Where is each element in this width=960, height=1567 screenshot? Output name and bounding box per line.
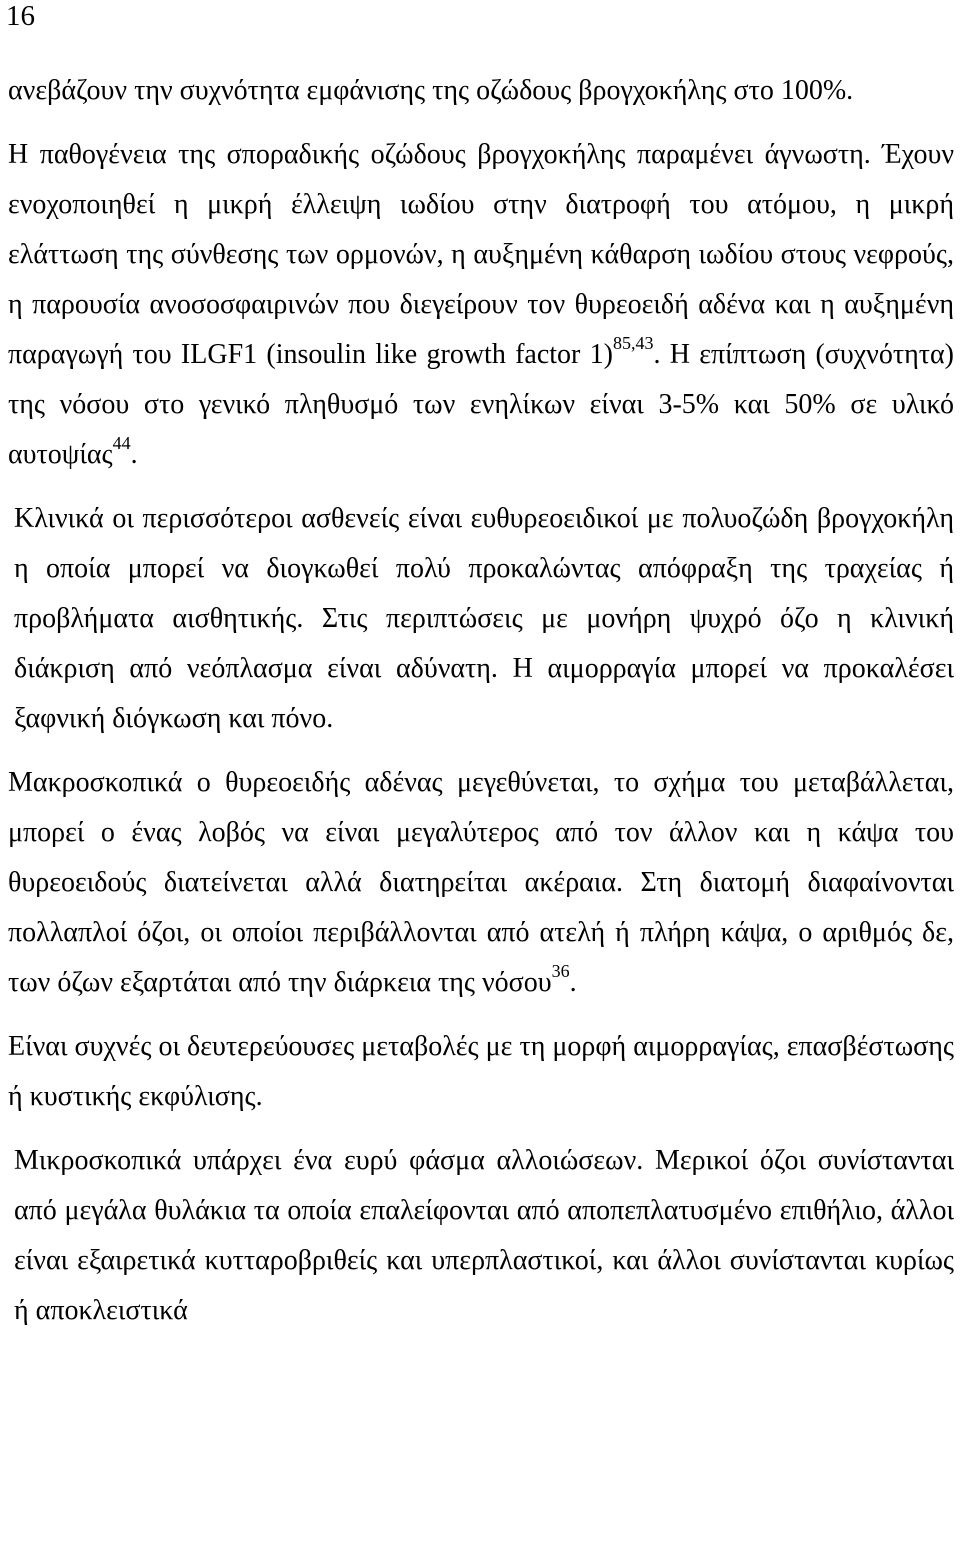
paragraph-text: . bbox=[569, 967, 577, 998]
paragraph-text: . bbox=[130, 439, 138, 470]
paragraph-text: Μικροσκοπικά υπάρχει ένα ευρύ φάσμα αλλοιώσεων. Μερικοί όζοι συνίστανται από μεγάλα θυλάκια τα οποία επαλείφονται από αποπεπλατυσμένο επιθήλιο, άλλοι είναι εξαιρετικά κυτταροβριθείς και υπερπλαστικοί, και άλλοι συνίστανται κυρίως ή αποκλειστικά bbox=[14, 1145, 954, 1326]
document-body bbox=[8, 66, 954, 1336]
paragraph-text: Είναι συχνές οι δευτερεύουσες μεταβολές με τη μορφή αιμορραγίας, επασβέστωσης ή κυστικής εκφύλισης. bbox=[8, 1031, 954, 1112]
paragraph-text: Μακροσκοπικά ο θυρεοειδής αδένας μεγεθύνεται, το σχήμα του μεταβάλλεται, μπορεί ο ένας λοβός να είναι μεγαλύτερος από τον άλλον και η κάψα του θυρεοειδούς διατείνεται αλλά διατηρείται ακέραια. Στη διατομή διαφαίνονται πολλαπλοί όζοι, οι οποίοι περιβάλλονται από ατελή ή πλήρη κάψα, ο αριθμός δε, των όζων εξαρτάται από την διάρκεια της νόσου bbox=[8, 767, 954, 998]
paragraph bbox=[8, 758, 954, 1008]
paragraph bbox=[8, 1022, 954, 1122]
paragraph-text: Κλινικά οι περισσότεροι ασθενείς είναι ευθυρεοειδικοί με πολυοζώδη βρογχοκήλη η οποία μπορεί να διογκωθεί πολύ προκαλώντας απόφραξη της τραχείας ή προβλήματα αισθητικής. Στις περιπτώσεις με μονήρη ψυχρό όζο η κλινική διάκριση από νεόπλασμα είναι αδύνατη. Η αιμορραγία μπορεί να προκαλέσει ξαφνική διόγκωση και πόνο. bbox=[14, 503, 954, 734]
paragraph bbox=[8, 130, 954, 480]
paragraph-text: ανεβάζουν την συχνότητα εμφάνισης της οζώδους βρογχοκήλης στο 100%. bbox=[8, 75, 854, 106]
paragraph bbox=[8, 494, 954, 744]
citation-superscript: 44 bbox=[112, 433, 131, 453]
page-number: 16 bbox=[6, 0, 35, 32]
citation-superscript: 36 bbox=[551, 961, 570, 981]
paragraph-text: . Η επίπτωση (συχνότητα) της νόσου στο γενικό πληθυσμό των ενηλίκων είναι 3-5% και 50% σε υλικό αυτοψίας bbox=[8, 339, 954, 470]
paragraph bbox=[8, 1136, 954, 1336]
citation-superscript: 85,43 bbox=[612, 333, 654, 353]
paragraph-text: Η παθογένεια της σποραδικής οζώδους βρογχοκήλης παραμένει άγνωστη. Έχουν ενοχοποιηθεί η μικρή έλλειψη ιωδίου στην διατροφή του ατόμου, η μικρή ελάττωση της σύνθεσης των ορμονών, η αυξημένη κάθαρση ιωδίου στους νεφρούς, η παρουσία ανοσοσφαιρινών που διεγείρουν τον θυρεοειδή αδένα και η αυξημένη παραγωγή του ILGF1 (insoulin like growth factor 1) bbox=[8, 139, 954, 370]
paragraph bbox=[8, 66, 954, 116]
